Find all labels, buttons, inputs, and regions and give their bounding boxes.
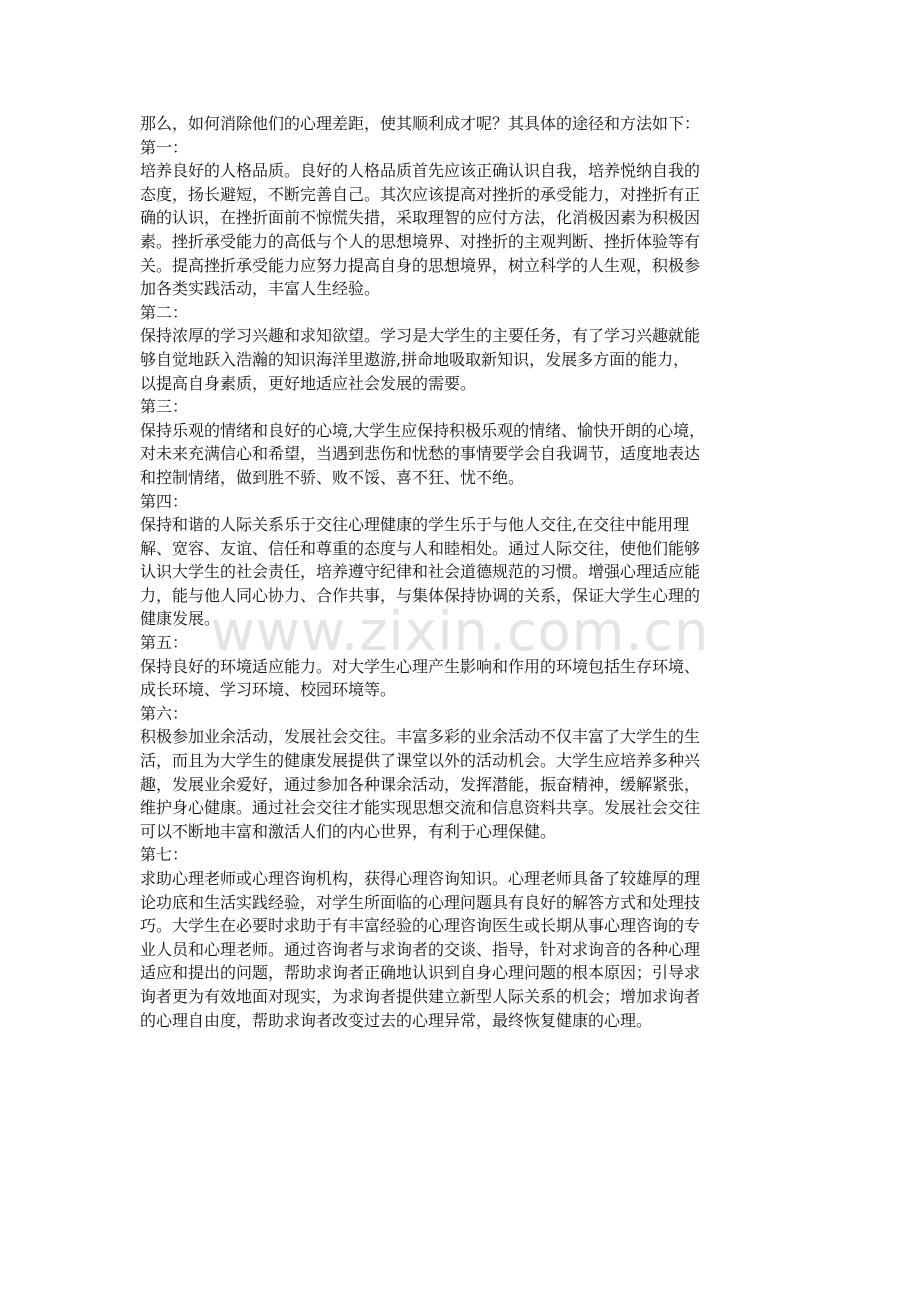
text-line: 可以不断地丰富和激活人们的内心世界，有利于心理保健。 xyxy=(140,821,557,841)
text-line: 活，而且为大学生的健康发展提供了课堂以外的活动机会。大学生应培养多种兴 xyxy=(140,751,701,771)
text-line: 解、宽容、友谊、信任和尊重的态度与人和睦相处。通过人际交往，使他们能够 xyxy=(140,538,701,558)
text-line: 保持和谐的人际关系乐于交往心理健康的学生乐于与他人交往,在交往中能用理 xyxy=(140,515,690,535)
text-line: 业人员和心理老师。通过咨询者与求询者的交谈、指导，针对求询音的各种心理 xyxy=(140,939,701,959)
text-line: 以提高自身素质，更好地适应社会发展的需要。 xyxy=(140,373,477,393)
text-line: 成长环境、学习环境、校园环境等。 xyxy=(140,680,397,700)
text-line: 第三： xyxy=(140,397,189,417)
text-line: 健康发展。 xyxy=(140,609,221,629)
text-line: 论功底和生活实践经验，对学生所面临的心理问题具有良好的解答方式和处理技 xyxy=(140,892,701,912)
text-line: 询者更为有效地面对现实，为求询者提供建立新型人际关系的机会；增加求询者 xyxy=(140,986,701,1006)
text-line: 适应和提出的问题，帮助求询者正确地认识到自身心理问题的根本原因；引导求 xyxy=(140,963,701,983)
text-line: 第二： xyxy=(140,302,189,322)
text-line: 第一： xyxy=(140,137,189,157)
text-line: 培养良好的人格品质。良好的人格品质首先应该正确认识自我，培养悦纳自我的 xyxy=(140,161,701,181)
text-line: 积极参加业余活动，发展社会交往。丰富多彩的业余活动不仅丰富了大学生的生 xyxy=(140,727,701,747)
document-body xyxy=(140,112,782,1032)
text-line: 对未来充满信心和希望，当遇到悲伤和忧愁的事情要学会自我调节，适度地表达 xyxy=(140,444,701,464)
text-line: 保持良好的环境适应能力。对大学生心理产生影响和作用的环境包括生存环境、 xyxy=(140,656,701,676)
text-line: 素。挫折承受能力的高低与个人的思想境界、对挫折的主观判断、挫折体验等有 xyxy=(140,231,701,251)
text-line: 关。提高挫折承受能力应努力提高自身的思想境界，树立科学的人生观，积极参 xyxy=(140,255,701,275)
text-line: 巧。大学生在必要时求助于有丰富经验的心理咨询医生或长期从事心理咨询的专 xyxy=(140,916,701,936)
text-line: 力，能与他人同心协力、合作共事，与集体保持协调的关系，保证大学生心理的 xyxy=(140,585,701,605)
text-line: 第七： xyxy=(140,845,189,865)
text-line: 趣，发展业余爱好，通过参加各种课余活动，发挥潜能，振奋精神，缓解紧张， xyxy=(140,774,701,794)
text-line: 维护身心健康。通过社会交往才能实现思想交流和信息资料共享。发展社会交往 xyxy=(140,798,701,818)
text-line: 认识大学生的社会责任，培养遵守纪律和社会道德规范的习惯。增强心理适应能 xyxy=(140,562,701,582)
text-line: 的心理自由度，帮助求询者改变过去的心理异常，最终恢复健康的心理。 xyxy=(140,1010,653,1030)
text-line: 求助心理老师或心理咨询机构，获得心理咨询知识。心理老师具备了较雄厚的理 xyxy=(140,869,701,888)
text-line: 第四： xyxy=(140,491,189,511)
watermark: www.zixin.com.cn xyxy=(210,600,710,663)
text-line: 加各类实践活动，丰富人生经验。 xyxy=(140,279,381,299)
text-line: 确的认识，在挫折面前不惊慌失措，采取理智的应付方法，化消极因素为积极因 xyxy=(140,208,701,228)
text-line: 态度，扬长避短，不断完善自己。其次应该提高对挫折的承受能力，对挫折有正 xyxy=(140,184,701,204)
text-line: 保持乐观的情绪和良好的心境,大学生应保持积极乐观的情绪、愉快开朗的心境， xyxy=(140,420,706,440)
text-line: 第五： xyxy=(140,633,189,653)
text-line: 保持浓厚的学习兴趣和求知欲望。学习是大学生的主要任务，有了学习兴趣就能 xyxy=(140,326,701,346)
text-line: 那么，如何消除他们的心理差距，使其顺利成才呢？其具体的途径和方法如下： xyxy=(140,114,701,133)
text-line: 够自觉地跃入浩瀚的知识海洋里遨游,拼命地吸取新知识，发展多方面的能力， xyxy=(140,349,690,369)
text-line: 和控制情绪，做到胜不骄、败不馁、喜不狂、忧不绝。 xyxy=(140,467,525,487)
text-line: 第六： xyxy=(140,703,189,723)
